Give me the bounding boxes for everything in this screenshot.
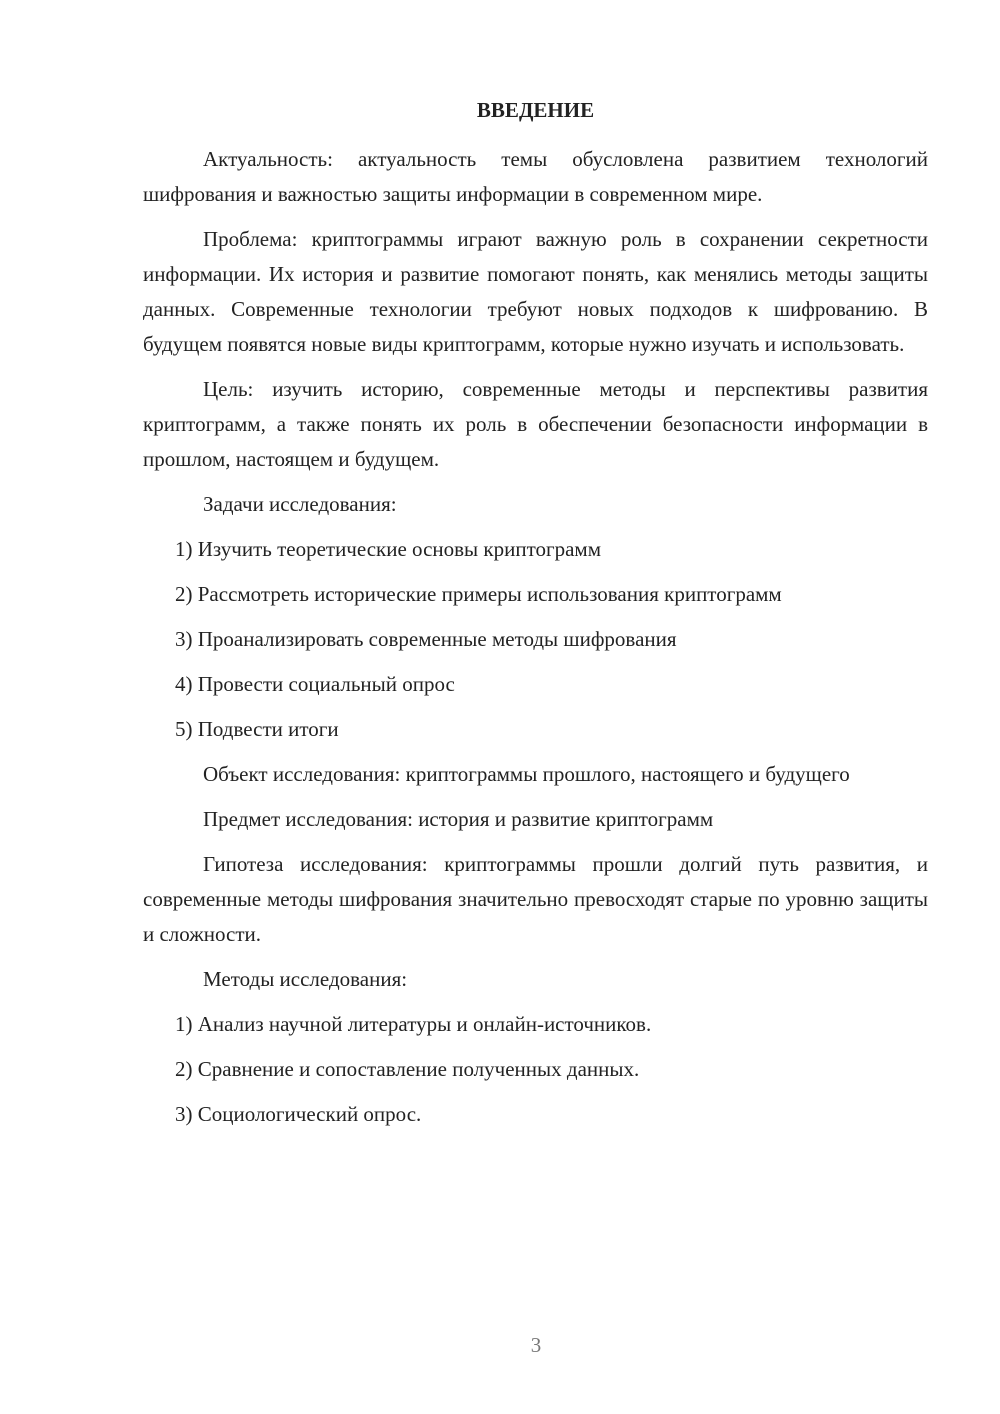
tasks-heading: Задачи исследования: <box>203 492 397 516</box>
task-item: 5) Подвести итоги <box>175 717 339 741</box>
hypothesis-paragraph: Гипотеза исследования: криптограммы прошли долгий путь развития, и современные методы шифрования значительно превосходят старые по уровню защиты и сложности. <box>143 852 928 946</box>
method-item: 2) Сравнение и сопоставление полученных данных. <box>175 1057 640 1081</box>
methods-heading: Методы исследования: <box>203 967 408 991</box>
task-item: 1) Изучить теоретические основы криптограмм <box>175 537 601 561</box>
task-item: 4) Провести социальный опрос <box>175 672 455 696</box>
goal-paragraph: Цель: изучить историю, современные методы и перспективы развития криптограмм, а также понять их роль в обеспечении безопасности информации в прошлом, настоящем и будущем. <box>143 377 928 471</box>
subject-paragraph: Предмет исследования: история и развитие криптограмм <box>203 807 714 831</box>
page-title: ВВЕДЕНИЕ <box>476 98 595 122</box>
method-item: 1) Анализ научной литературы и онлайн-источников. <box>175 1012 652 1036</box>
task-item: 3) Проанализировать современные методы шифрования <box>175 627 677 651</box>
page-number: 3 <box>530 1333 542 1357</box>
method-item: 3) Социологический опрос. <box>175 1102 422 1126</box>
relevance-paragraph: Актуальность: актуальность темы обусловлена развитием технологий шифрования и важностью защиты информации в современном мире. <box>143 147 928 206</box>
object-paragraph: Объект исследования: криптограммы прошлого, настоящего и будущего <box>203 762 850 786</box>
task-item: 2) Рассмотреть исторические примеры использования криптограмм <box>175 582 782 606</box>
problem-paragraph: Проблема: криптограммы играют важную роль в сохранении секретности информации. Их история и развитие помогают понять, как менялись методы защиты данных. Современные технологии требуют новых подходов к шифрованию. В будущем появятся новые виды криптограмм, которые нужно изучать и использовать. <box>143 227 928 356</box>
page-content <box>143 95 928 1142</box>
